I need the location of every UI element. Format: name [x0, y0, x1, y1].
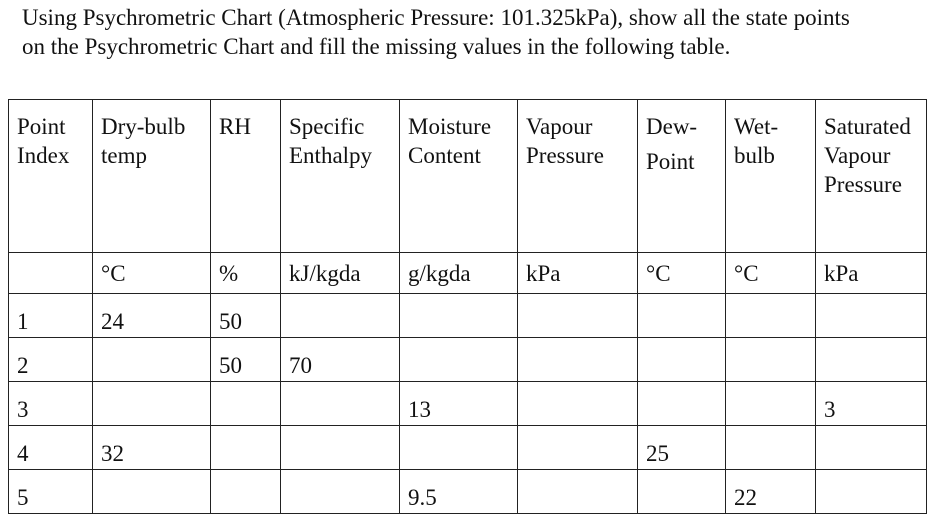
table-cell: 5	[9, 470, 93, 514]
psychrometric-table	[8, 99, 927, 514]
table-cell	[400, 426, 518, 470]
table-cell: 3	[816, 382, 927, 426]
table-cell: 32	[93, 426, 211, 470]
table-cell	[211, 426, 281, 470]
table-cell: 3	[9, 382, 93, 426]
table-cell: 25	[638, 426, 726, 470]
table-row	[9, 470, 927, 514]
table-cell	[638, 382, 726, 426]
table-cell	[816, 294, 927, 338]
table-row	[9, 338, 927, 382]
table-cell	[281, 382, 400, 426]
table-cell: 50	[211, 294, 281, 338]
table-cell	[93, 470, 211, 514]
table-cell	[726, 338, 816, 382]
unit-cell: kPa	[816, 253, 927, 294]
table-row	[9, 426, 927, 470]
table-cell: 50	[211, 338, 281, 382]
table-cell: 70	[281, 338, 400, 382]
unit-cell: %	[211, 253, 281, 294]
table-cell	[638, 294, 726, 338]
unit-cell: kJ/kgda	[281, 253, 400, 294]
unit-cell	[9, 253, 93, 294]
table-cell: 9.5	[400, 470, 518, 514]
header-specific-enthalpy: Specific Enthalpy	[281, 100, 400, 253]
unit-cell: kPa	[518, 253, 638, 294]
unit-cell: °C	[638, 253, 726, 294]
table-cell	[638, 338, 726, 382]
header-row	[9, 100, 927, 253]
table-cell	[816, 338, 927, 382]
table-cell	[518, 426, 638, 470]
table-cell	[400, 294, 518, 338]
question-line-1: Using Psychrometric Chart (Atmospheric Pressure: 101.325kPa), show all the state points	[22, 5, 850, 30]
header-dry-bulb: Dry-bulb temp	[93, 100, 211, 253]
table-cell	[816, 470, 927, 514]
table-cell: 24	[93, 294, 211, 338]
table-cell	[726, 426, 816, 470]
table-cell: 4	[9, 426, 93, 470]
table-row	[9, 294, 927, 338]
unit-cell: °C	[93, 253, 211, 294]
table-cell	[816, 426, 927, 470]
table-cell	[518, 338, 638, 382]
table-cell	[518, 382, 638, 426]
table-cell	[726, 382, 816, 426]
header-vapour-pressure: Vapour Pressure	[518, 100, 638, 253]
table-cell	[518, 470, 638, 514]
table-cell	[638, 470, 726, 514]
table-cell	[400, 338, 518, 382]
table-cell	[211, 470, 281, 514]
question-line-2: on the Psychrometric Chart and fill the missing values in the following table.	[22, 34, 731, 59]
table-cell	[93, 382, 211, 426]
header-point-index: Point Index	[9, 100, 93, 253]
table-cell	[93, 338, 211, 382]
table-cell: 1	[9, 294, 93, 338]
table-row	[9, 382, 927, 426]
question-text	[22, 3, 927, 61]
table-cell	[281, 470, 400, 514]
table-cell	[726, 294, 816, 338]
header-rh: RH	[211, 100, 281, 253]
unit-cell: g/kgda	[400, 253, 518, 294]
table-cell: 22	[726, 470, 816, 514]
header-dew-point: Dew- Point	[638, 100, 726, 253]
header-wet-bulb: Wet- bulb	[726, 100, 816, 253]
table-cell	[211, 382, 281, 426]
units-row	[9, 253, 927, 294]
table-cell	[518, 294, 638, 338]
header-saturated-vapour-pressure: Saturated Vapour Pressure	[816, 100, 927, 253]
table-cell	[281, 426, 400, 470]
table-cell	[281, 294, 400, 338]
table-cell: 2	[9, 338, 93, 382]
header-moisture-content: Moisture Content	[400, 100, 518, 253]
table-cell: 13	[400, 382, 518, 426]
unit-cell: °C	[726, 253, 816, 294]
